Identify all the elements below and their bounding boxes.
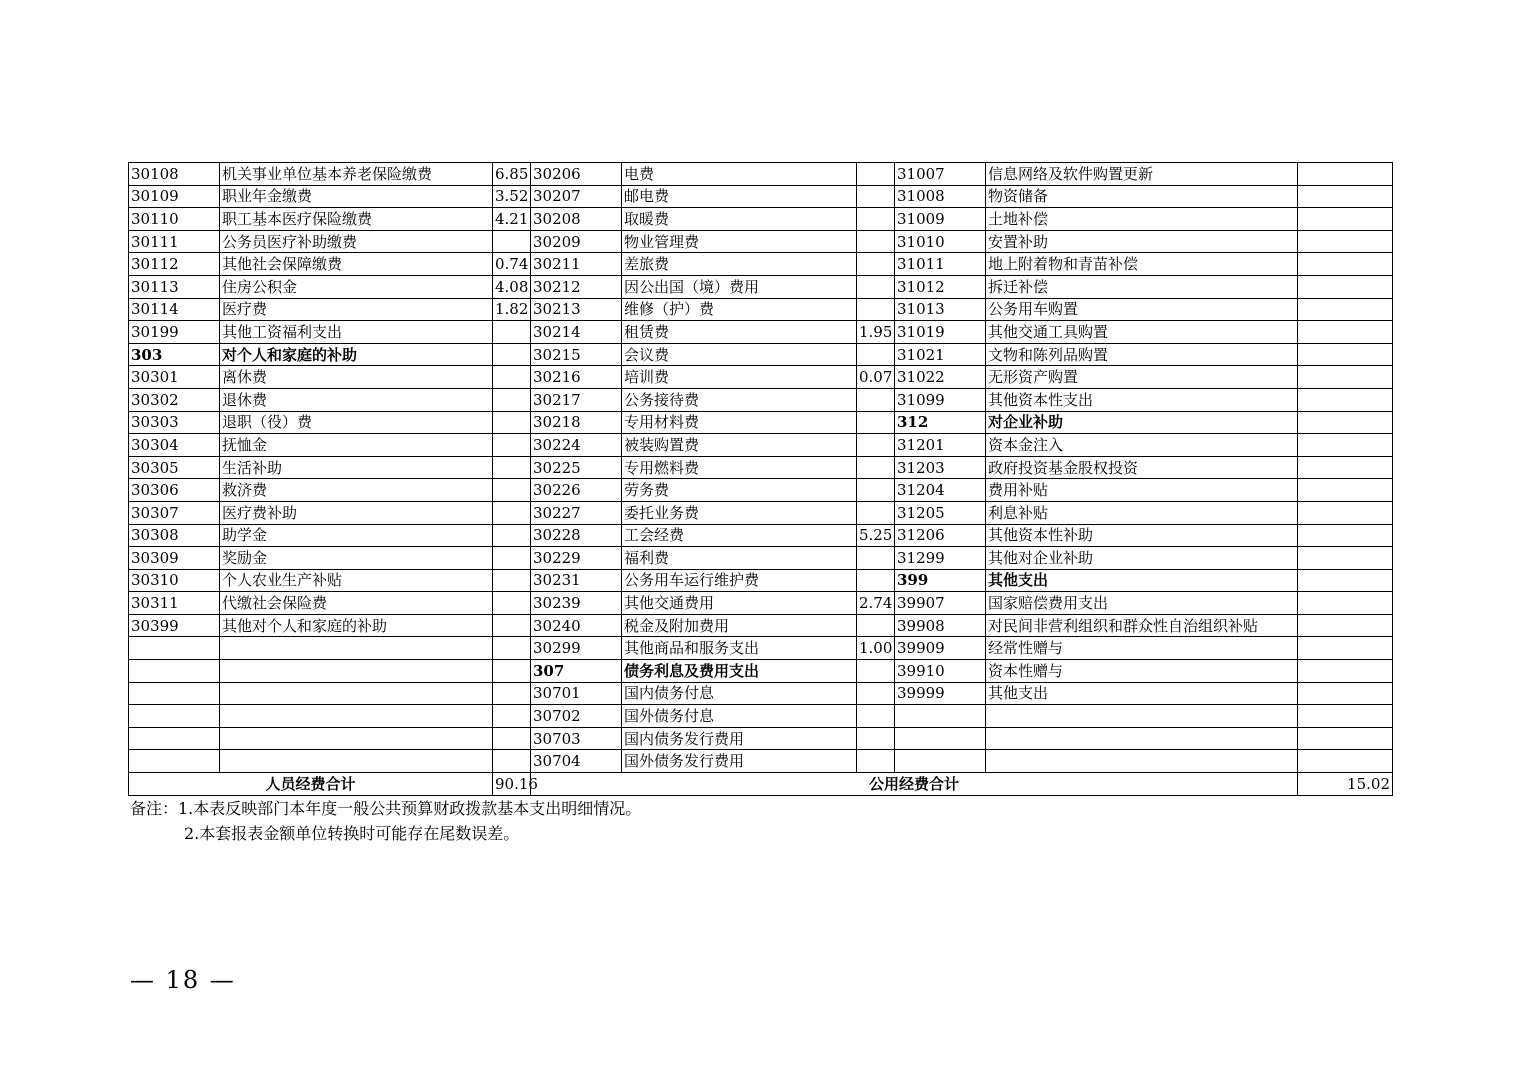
item-name: 其他商品和服务支出 [622,637,857,660]
item-name: 会议费 [622,343,857,366]
item-code: 30239 [531,592,622,615]
item-code: 31013 [895,298,986,321]
table-row [129,569,1393,592]
item-code: 30209 [531,230,622,253]
item-name: 个人农业生产补贴 [220,569,493,592]
table-row [129,750,1393,773]
item-amount [1298,275,1393,298]
item-code: 30701 [531,682,622,705]
item-code: 30228 [531,524,622,547]
item-code: 31299 [895,547,986,570]
item-amount [1298,547,1393,570]
item-code: 31009 [895,208,986,231]
item-amount [857,388,895,411]
item-name: 安置补助 [986,230,1298,253]
item-code: 30110 [129,208,220,231]
item-code: 30113 [129,275,220,298]
item-amount: 1.82 [493,298,531,321]
item-amount [1298,501,1393,524]
item-amount: 3.52 [493,185,531,208]
item-name: 资本金注入 [986,434,1298,457]
item-code: 31201 [895,434,986,457]
item-code: 30213 [531,298,622,321]
item-name: 专用材料费 [622,411,857,434]
item-code: 39999 [895,682,986,705]
item-amount: 1.95 [857,321,895,344]
item-amount: 4.08 [493,275,531,298]
item-amount [1298,343,1393,366]
item-code: 31008 [895,185,986,208]
item-code: 30307 [129,501,220,524]
item-amount [857,660,895,683]
item-code: 30216 [531,366,622,389]
item-amount [1298,321,1393,344]
item-name: 对民间非营利组织和群众性自治组织补贴 [986,614,1298,637]
item-amount [1298,388,1393,411]
personnel-total-amount: 90.16 [493,773,531,796]
item-name: 其他对个人和家庭的补助 [220,614,493,637]
item-amount [493,705,531,728]
item-amount [857,547,895,570]
item-name: 其他资本性支出 [986,388,1298,411]
item-name: 资本性赠与 [986,660,1298,683]
item-amount [493,501,531,524]
table-row [129,275,1393,298]
table-row [129,298,1393,321]
item-code: 30311 [129,592,220,615]
item-amount [1298,163,1393,186]
table-row [129,637,1393,660]
item-amount [493,343,531,366]
item-name: 对个人和家庭的补助 [220,343,493,366]
item-amount [857,727,895,750]
item-code: 31012 [895,275,986,298]
item-name: 公务用车购置 [986,298,1298,321]
item-code [129,660,220,683]
item-amount [493,411,531,434]
item-code: 30702 [531,705,622,728]
item-amount: 6.85 [493,163,531,186]
item-amount [1298,253,1393,276]
item-amount [493,614,531,637]
item-amount [857,343,895,366]
item-amount: 0.74 [493,253,531,276]
item-code: 30215 [531,343,622,366]
item-name [220,727,493,750]
item-amount [1298,230,1393,253]
item-name: 信息网络及软件购置更新 [986,163,1298,186]
table-row [129,388,1393,411]
table-row [129,614,1393,637]
item-amount [493,569,531,592]
item-amount [1298,614,1393,637]
item-name: 国外债务付息 [622,705,857,728]
item-amount [493,434,531,457]
item-amount [857,479,895,502]
item-name [220,750,493,773]
table-row [129,321,1393,344]
item-amount [1298,637,1393,660]
item-code: 31019 [895,321,986,344]
table-row [129,592,1393,615]
item-code: 31206 [895,524,986,547]
table-row [129,501,1393,524]
item-amount: 5.25 [857,524,895,547]
item-code: 307 [531,660,622,683]
item-name [986,705,1298,728]
item-amount [857,569,895,592]
item-amount [493,479,531,502]
public-total-label: 公用经费合计 [531,773,1298,796]
item-name: 福利费 [622,547,857,570]
item-code: 30306 [129,479,220,502]
table-row [129,185,1393,208]
item-code: 30218 [531,411,622,434]
item-code: 30226 [531,479,622,502]
item-name [220,682,493,705]
item-amount [1298,185,1393,208]
item-code: 30240 [531,614,622,637]
personnel-total-label: 人员经费合计 [129,773,493,796]
item-code: 30305 [129,456,220,479]
item-name: 委托业务费 [622,501,857,524]
item-name: 其他支出 [986,682,1298,705]
item-amount [493,637,531,660]
item-code: 30207 [531,185,622,208]
note-line-1: 备注：1.本表反映部门本年度一般公共预算财政拨款基本支出明细情况。 [130,799,642,818]
item-amount [493,321,531,344]
table-row [129,705,1393,728]
item-code [129,682,220,705]
item-code: 30310 [129,569,220,592]
item-amount [493,230,531,253]
item-code [129,750,220,773]
item-name [220,705,493,728]
item-name: 因公出国（境）费用 [622,275,857,298]
item-code: 30217 [531,388,622,411]
item-name: 其他工资福利支出 [220,321,493,344]
item-amount [1298,750,1393,773]
item-code: 30227 [531,501,622,524]
item-amount [1298,569,1393,592]
item-name: 公务用车运行维护费 [622,569,857,592]
item-name: 国家赔偿费用支出 [986,592,1298,615]
item-code: 30704 [531,750,622,773]
item-amount [1298,479,1393,502]
item-amount [857,501,895,524]
item-amount [857,163,895,186]
item-name: 其他社会保障缴费 [220,253,493,276]
item-name: 其他交通费用 [622,592,857,615]
item-amount: 0.07 [857,366,895,389]
item-name: 公务员医疗补助缴费 [220,230,493,253]
item-code: 30206 [531,163,622,186]
item-name: 退休费 [220,388,493,411]
item-name: 租赁费 [622,321,857,344]
item-amount [493,456,531,479]
item-name: 医疗费 [220,298,493,321]
item-code: 312 [895,411,986,434]
item-name: 代缴社会保险费 [220,592,493,615]
item-amount [857,208,895,231]
item-code: 30112 [129,253,220,276]
item-code: 31007 [895,163,986,186]
item-name: 对企业补助 [986,411,1298,434]
table-body [129,163,1393,773]
item-code [129,637,220,660]
item-name: 国内债务发行费用 [622,727,857,750]
item-code: 30214 [531,321,622,344]
table-row [129,434,1393,457]
item-amount [493,524,531,547]
item-amount [857,411,895,434]
item-name: 工会经费 [622,524,857,547]
item-code: 30109 [129,185,220,208]
item-code: 30114 [129,298,220,321]
item-code: 31204 [895,479,986,502]
item-code: 30229 [531,547,622,570]
item-code: 30302 [129,388,220,411]
item-amount [493,682,531,705]
item-code [895,727,986,750]
table-row [129,230,1393,253]
item-name: 助学金 [220,524,493,547]
item-code: 303 [129,343,220,366]
item-name: 职业年金缴费 [220,185,493,208]
item-name: 住房公积金 [220,275,493,298]
item-name: 培训费 [622,366,857,389]
item-code: 31205 [895,501,986,524]
table-row [129,682,1393,705]
item-amount [1298,682,1393,705]
item-name: 无形资产购置 [986,366,1298,389]
item-amount [1298,434,1393,457]
item-amount [1298,592,1393,615]
totals-row [129,773,1393,796]
item-code: 31203 [895,456,986,479]
item-amount [857,185,895,208]
note-line-2: 2.本套报表金额单位转换时可能存在尾数误差。 [184,824,520,843]
basic-expenditure-detail-table [128,162,1393,796]
item-code: 30299 [531,637,622,660]
item-name [220,637,493,660]
item-code: 399 [895,569,986,592]
item-name: 土地补偿 [986,208,1298,231]
item-amount [1298,456,1393,479]
item-name: 维修（护）费 [622,298,857,321]
item-code: 39909 [895,637,986,660]
page-number: — 18 — [130,966,236,994]
item-code: 30304 [129,434,220,457]
item-name: 差旅费 [622,253,857,276]
item-amount [1298,208,1393,231]
item-code: 30225 [531,456,622,479]
item-name: 奖励金 [220,547,493,570]
item-code: 30224 [531,434,622,457]
item-name: 国外债务发行费用 [622,750,857,773]
item-name: 债务利息及费用支出 [622,660,857,683]
table-row [129,163,1393,186]
table-row [129,366,1393,389]
item-name: 拆迁补偿 [986,275,1298,298]
item-name [986,750,1298,773]
item-name: 专用燃料费 [622,456,857,479]
item-amount [857,614,895,637]
item-name: 其他支出 [986,569,1298,592]
item-name: 税金及附加费用 [622,614,857,637]
item-name: 退职（役）费 [220,411,493,434]
item-amount [857,456,895,479]
item-name: 其他交通工具购置 [986,321,1298,344]
item-amount [493,727,531,750]
item-amount [493,750,531,773]
table-row [129,727,1393,750]
item-name [986,727,1298,750]
item-code: 31011 [895,253,986,276]
item-name [220,660,493,683]
item-amount [493,547,531,570]
item-code: 30301 [129,366,220,389]
item-amount [1298,524,1393,547]
item-code: 31022 [895,366,986,389]
item-name: 职工基本医疗保险缴费 [220,208,493,231]
item-code [895,705,986,728]
item-name: 离休费 [220,366,493,389]
item-amount [1298,727,1393,750]
item-name: 经常性赠与 [986,637,1298,660]
table-row [129,524,1393,547]
item-amount [857,682,895,705]
table-row [129,411,1393,434]
item-code: 30108 [129,163,220,186]
item-amount [857,434,895,457]
item-amount [493,660,531,683]
item-amount [1298,411,1393,434]
item-code: 31021 [895,343,986,366]
public-total-amount: 15.02 [1298,773,1393,796]
item-name: 费用补贴 [986,479,1298,502]
item-name: 国内债务付息 [622,682,857,705]
item-name: 医疗费补助 [220,501,493,524]
item-name: 利息补贴 [986,501,1298,524]
item-name: 地上附着物和青苗补偿 [986,253,1298,276]
item-amount [493,388,531,411]
notes [130,796,641,846]
table-row [129,660,1393,683]
table-row [129,208,1393,231]
item-amount [857,253,895,276]
item-code: 30703 [531,727,622,750]
item-code: 39908 [895,614,986,637]
item-name: 劳务费 [622,479,857,502]
item-amount [857,750,895,773]
item-code: 30199 [129,321,220,344]
item-amount: 4.21 [493,208,531,231]
item-code: 30211 [531,253,622,276]
item-name: 生活补助 [220,456,493,479]
item-amount [857,705,895,728]
item-code: 39910 [895,660,986,683]
table-row [129,253,1393,276]
item-name: 电费 [622,163,857,186]
item-name: 物资储备 [986,185,1298,208]
item-name: 其他资本性补助 [986,524,1298,547]
item-amount [493,592,531,615]
item-name: 被装购置费 [622,434,857,457]
table-row [129,547,1393,570]
item-amount [857,298,895,321]
item-name: 物业管理费 [622,230,857,253]
item-code: 31010 [895,230,986,253]
item-name: 取暖费 [622,208,857,231]
item-name: 机关事业单位基本养老保险缴费 [220,163,493,186]
item-amount: 2.74 [857,592,895,615]
item-name: 抚恤金 [220,434,493,457]
item-code: 30399 [129,614,220,637]
item-code: 30212 [531,275,622,298]
item-code [129,705,220,728]
item-code: 39907 [895,592,986,615]
table-row [129,343,1393,366]
item-name: 其他对企业补助 [986,547,1298,570]
item-code: 30308 [129,524,220,547]
item-code: 30303 [129,411,220,434]
item-code: 30208 [531,208,622,231]
item-amount [1298,366,1393,389]
item-amount [857,230,895,253]
item-code: 31099 [895,388,986,411]
item-name: 救济费 [220,479,493,502]
item-code [895,750,986,773]
item-code [129,727,220,750]
table-row [129,479,1393,502]
item-amount [1298,298,1393,321]
item-code: 30231 [531,569,622,592]
item-code: 30309 [129,547,220,570]
table-row [129,456,1393,479]
item-amount [1298,660,1393,683]
item-name: 文物和陈列品购置 [986,343,1298,366]
item-amount [493,366,531,389]
item-amount [1298,705,1393,728]
item-code: 30111 [129,230,220,253]
item-amount: 1.00 [857,637,895,660]
item-name: 公务接待费 [622,388,857,411]
item-name: 政府投资基金股权投资 [986,456,1298,479]
item-amount [857,275,895,298]
item-name: 邮电费 [622,185,857,208]
